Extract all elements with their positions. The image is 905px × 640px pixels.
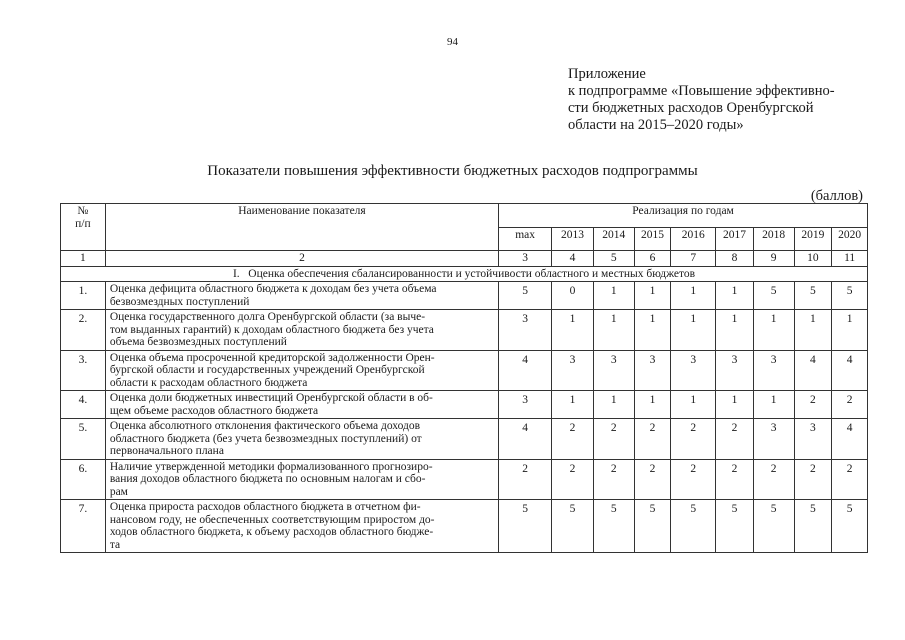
indicator-name-line: Наличие утвержденной методики формализованного прогнозиро-	[109, 460, 433, 473]
score-cell: 5	[794, 500, 832, 553]
score-cell: 3	[794, 419, 832, 460]
score-cell: 5	[671, 500, 716, 553]
score-cell: 2	[794, 391, 832, 419]
column-number: 4	[552, 251, 594, 267]
table-row	[61, 500, 868, 553]
score-cell: 1	[634, 282, 671, 310]
indicator-name	[105, 310, 498, 351]
indicator-name	[105, 500, 498, 553]
score-cell: 3	[552, 350, 594, 391]
indicator-name-line: рам	[109, 485, 128, 498]
column-number: 3	[499, 251, 552, 267]
score-cell: 4	[832, 350, 868, 391]
indicator-name-line: Оценка доли бюджетных инвестиций Оренбургской области в об-	[109, 392, 433, 404]
indicator-name-line: областного бюджета (без учета безвозмездных поступлений) от	[109, 432, 422, 445]
score-cell: 3	[753, 419, 794, 460]
table-row	[61, 282, 868, 310]
score-cell: 3	[593, 350, 634, 391]
score-cell: 5	[593, 500, 634, 553]
score-cell: 1	[671, 391, 716, 419]
score-cell: 1	[753, 310, 794, 351]
column-number: 11	[832, 251, 868, 267]
score-cell: 2	[552, 419, 594, 460]
score-cell: 2	[716, 419, 754, 460]
header-subcol: 2015	[634, 227, 671, 251]
appendix-note	[568, 66, 888, 134]
score-cell: 3	[671, 350, 716, 391]
score-cell: 5	[499, 500, 552, 553]
score-cell: 3	[716, 350, 754, 391]
column-number: 1	[61, 251, 106, 267]
score-cell: 5	[753, 282, 794, 310]
header-subcol: 2018	[753, 227, 794, 251]
score-cell: 2	[832, 391, 868, 419]
score-cell: 2	[753, 459, 794, 500]
score-cell: 1	[716, 282, 754, 310]
indicator-name-line: Оценка прироста расходов областного бюджета в отчетном фи-	[109, 501, 421, 513]
indicator-name-line: объема безвозмездных поступлений	[109, 336, 287, 348]
header-subcol: 2014	[593, 227, 634, 251]
score-cell: 5	[499, 282, 552, 310]
indicator-name	[105, 282, 498, 310]
score-cell: 1	[593, 282, 634, 310]
score-cell: 1	[634, 391, 671, 419]
table-row	[61, 419, 868, 460]
row-number: 7.	[61, 500, 106, 553]
row-number: 4.	[61, 391, 106, 419]
score-cell: 2	[832, 459, 868, 500]
score-cell: 3	[753, 350, 794, 391]
appendix-line: сти бюджетных расходов Оренбургской	[568, 100, 814, 116]
column-number: 5	[593, 251, 634, 267]
units-label: (баллов)	[810, 188, 863, 204]
indicator-name-line: Оценка абсолютного отклонения фактического объема доходов	[109, 420, 421, 432]
table-row	[61, 310, 868, 351]
indicator-name-line: бургской области и государственных учреждений Оренбургской	[109, 364, 425, 376]
score-cell: 3	[499, 310, 552, 351]
score-cell: 1	[753, 391, 794, 419]
header-subcol: 2013	[552, 227, 594, 251]
header-subcol: 2020	[832, 227, 868, 251]
header-num: № п/п	[61, 204, 106, 251]
appendix-line: области на 2015–2020 годы»	[568, 117, 744, 133]
row-number: 1.	[61, 282, 106, 310]
header-subcol: 2019	[794, 227, 832, 251]
score-cell: 5	[634, 500, 671, 553]
table-row	[61, 350, 868, 391]
indicator-name-line: Оценка дефицита областного бюджета к доходам без учета объема	[109, 283, 437, 295]
score-cell: 1	[593, 391, 634, 419]
header-name: Наименование показателя	[105, 204, 498, 251]
indicator-name	[105, 459, 498, 500]
score-cell: 2	[593, 459, 634, 500]
row-number: 5.	[61, 419, 106, 460]
indicator-name-line: первоначального плана	[109, 445, 224, 457]
indicator-name	[105, 350, 498, 391]
column-number: 6	[634, 251, 671, 267]
header-subcol: max	[499, 227, 552, 251]
section-row	[61, 266, 868, 282]
header-group: Реализация по годам	[499, 204, 868, 228]
score-cell: 1	[716, 391, 754, 419]
score-cell: 1	[552, 391, 594, 419]
row-number: 3.	[61, 350, 106, 391]
header-subcol: 2017	[716, 227, 754, 251]
column-number: 2	[105, 251, 498, 267]
section-heading: I. Оценка обеспечения сбалансированности и устойчивости областного и местных бюджетов	[61, 266, 868, 282]
indicator-name-line: вания доходов областного бюджета по основным налогам и сбо-	[109, 473, 426, 485]
score-cell: 4	[832, 419, 868, 460]
header-row	[61, 204, 868, 228]
column-number: 7	[671, 251, 716, 267]
score-cell: 1	[832, 310, 868, 351]
score-cell: 1	[671, 282, 716, 310]
row-number: 6.	[61, 459, 106, 500]
indicator-name	[105, 391, 498, 419]
indicators-table	[60, 203, 868, 553]
score-cell: 5	[716, 500, 754, 553]
indicator-name-line: Оценка объема просроченной кредиторской задолженности Орен-	[109, 351, 435, 364]
score-cell: 2	[552, 459, 594, 500]
score-cell: 1	[794, 310, 832, 351]
score-cell: 2	[671, 419, 716, 460]
page-number: 94	[447, 36, 458, 48]
score-cell: 2	[634, 459, 671, 500]
score-cell: 2	[593, 419, 634, 460]
score-cell: 5	[753, 500, 794, 553]
score-cell: 2	[499, 459, 552, 500]
indicator-name-line: та	[109, 538, 121, 551]
score-cell: 1	[716, 310, 754, 351]
score-cell: 2	[716, 459, 754, 500]
score-cell: 3	[634, 350, 671, 391]
indicator-name-line: безвозмездных поступлений	[109, 295, 250, 308]
indicator-name-line: нансовом году, не обеспеченных соответствующим приростом до-	[109, 513, 435, 526]
score-cell: 0	[552, 282, 594, 310]
table-row	[61, 459, 868, 500]
appendix-line: к подпрограмме «Повышение эффективно-	[568, 83, 835, 99]
score-cell: 4	[794, 350, 832, 391]
score-cell: 5	[794, 282, 832, 310]
score-cell: 1	[671, 310, 716, 351]
score-cell: 2	[794, 459, 832, 500]
score-cell: 5	[832, 500, 868, 553]
column-number: 9	[753, 251, 794, 267]
table-row	[61, 391, 868, 419]
indicator-name-line: том выданных гарантий) к доходам областного бюджета без учета	[109, 323, 434, 336]
score-cell: 5	[832, 282, 868, 310]
column-numbers-row	[61, 251, 868, 267]
score-cell: 5	[552, 500, 594, 553]
score-cell: 4	[499, 350, 552, 391]
indicator-name-line: щем объеме расходов областного бюджета	[109, 404, 319, 417]
indicator-name	[105, 419, 498, 460]
table-title: Показатели повышения эффективности бюджетных расходов подпрограммы	[207, 163, 698, 179]
column-number: 10	[794, 251, 832, 267]
score-cell: 1	[634, 310, 671, 351]
indicator-name-line: ходов областного бюджета, к объему расходов областного бюдже-	[109, 526, 434, 538]
column-number: 8	[716, 251, 754, 267]
score-cell: 2	[634, 419, 671, 460]
score-cell: 1	[552, 310, 594, 351]
score-cell: 3	[499, 391, 552, 419]
score-cell: 1	[593, 310, 634, 351]
appendix-line: Приложение	[568, 66, 646, 82]
row-number: 2.	[61, 310, 106, 351]
indicator-name-line: области к расходам областного бюджета	[109, 376, 308, 389]
header-subcol: 2016	[671, 227, 716, 251]
score-cell: 2	[671, 459, 716, 500]
indicator-name-line: Оценка государственного долга Оренбургской области (за выче-	[109, 311, 426, 323]
score-cell: 4	[499, 419, 552, 460]
